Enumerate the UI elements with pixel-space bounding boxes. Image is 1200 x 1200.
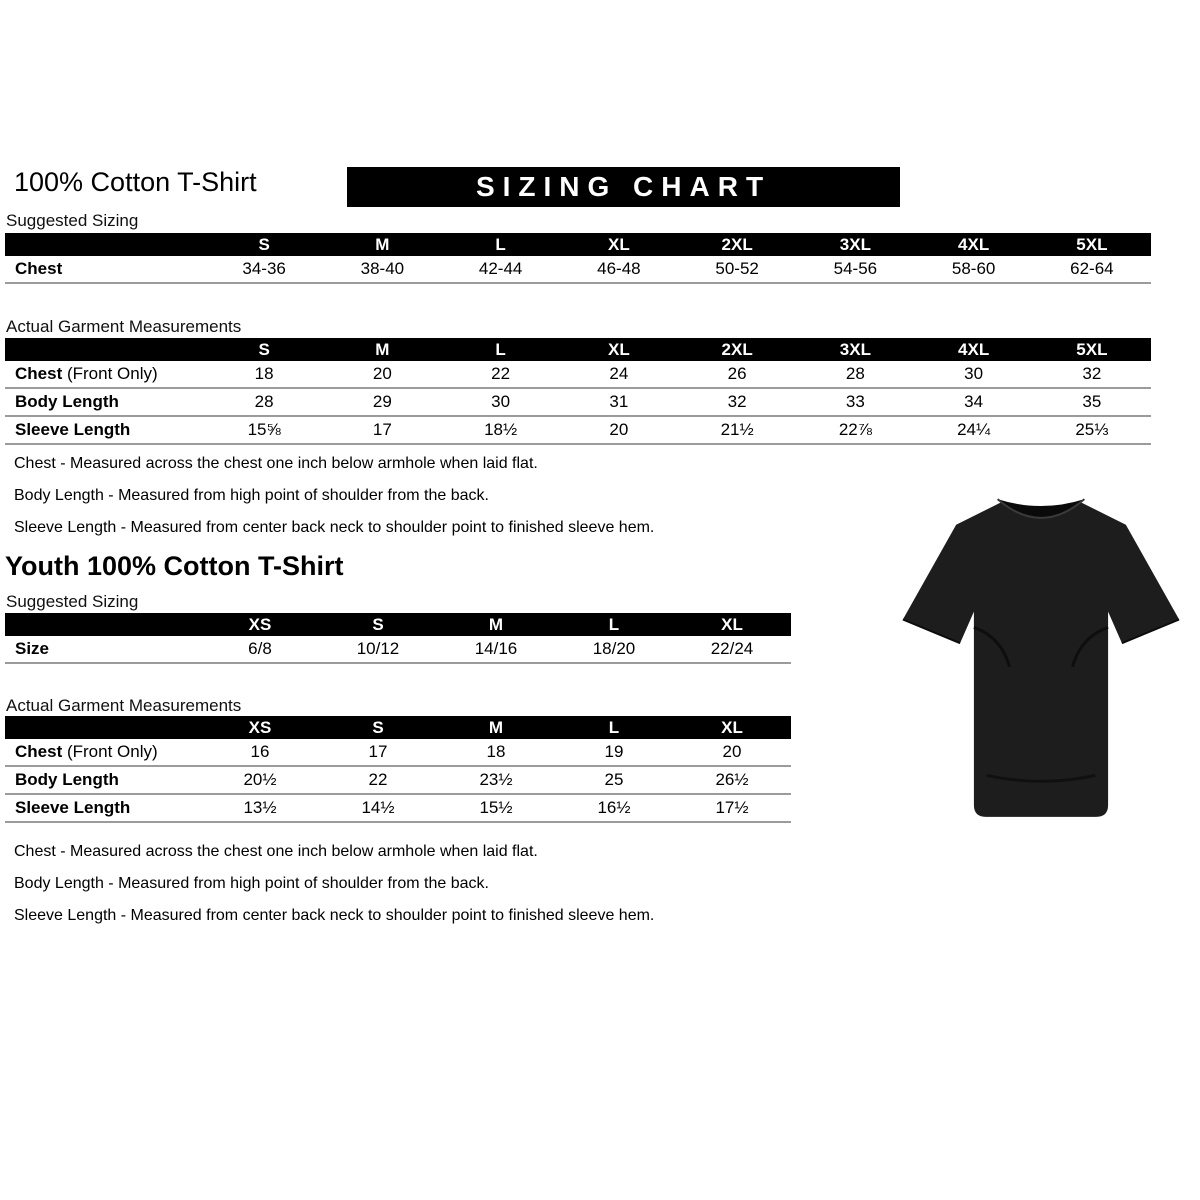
size-value-cell: 17 [323, 416, 441, 444]
size-value-cell: 13½ [201, 794, 319, 822]
adult-suggested-sizing-table [5, 233, 1151, 284]
size-value-cell: 17½ [673, 794, 791, 822]
measurement-row [5, 256, 1151, 283]
size-value-cell: 20½ [201, 766, 319, 794]
measurement-row [5, 636, 791, 663]
size-value-cell: 50-52 [678, 256, 796, 283]
size-column-header: 4XL [915, 338, 1033, 361]
size-header-row [5, 233, 1151, 256]
row-label [5, 794, 201, 822]
size-column-header: L [442, 338, 560, 361]
adult-suggested-sizing-label: Suggested Sizing [6, 211, 139, 230]
youth-page-title: Youth 100% Cotton T-Shirt [5, 551, 344, 581]
size-value-cell: 18½ [442, 416, 560, 444]
size-value-cell: 30 [915, 361, 1033, 388]
size-value-cell: 20 [560, 416, 678, 444]
row-label-text: Size [15, 639, 50, 658]
size-value-cell: 16 [201, 739, 319, 766]
size-column-header: XS [201, 716, 319, 739]
size-value-cell: 15⅝ [205, 416, 323, 444]
size-value-cell: 14½ [319, 794, 437, 822]
size-value-cell: 35 [1033, 388, 1151, 416]
size-value-cell: 34 [915, 388, 1033, 416]
adult-garment-measurements-table [5, 338, 1151, 445]
size-column-header: XL [560, 338, 678, 361]
youth-garment-measurements-label: Actual Garment Measurements [6, 696, 242, 715]
row-label [5, 256, 205, 283]
size-column-header: XL [673, 716, 791, 739]
size-value-cell: 26 [678, 361, 796, 388]
size-value-cell: 54-56 [796, 256, 914, 283]
row-label-text: Body Length [15, 770, 119, 789]
size-value-cell: 24 [560, 361, 678, 388]
row-label [5, 739, 201, 766]
size-column-header: 5XL [1033, 338, 1151, 361]
header-corner-cell [5, 338, 205, 361]
size-value-cell: 18 [437, 739, 555, 766]
measurement-row [5, 766, 791, 794]
size-value-cell: 22⅞ [796, 416, 914, 444]
size-value-cell: 20 [673, 739, 791, 766]
size-value-cell: 25 [555, 766, 673, 794]
size-value-cell: 42-44 [442, 256, 560, 283]
size-value-cell: 32 [678, 388, 796, 416]
header-corner-cell [5, 716, 201, 739]
size-column-header: S [319, 613, 437, 636]
size-value-cell: 18/20 [555, 636, 673, 663]
size-column-header: 3XL [796, 338, 914, 361]
size-value-cell: 28 [796, 361, 914, 388]
size-value-cell: 10/12 [319, 636, 437, 663]
size-header-row [5, 338, 1151, 361]
row-label-text: Sleeve Length [15, 420, 131, 439]
row-label [5, 766, 201, 794]
size-value-cell: 6/8 [201, 636, 319, 663]
row-label-suffix: (Front Only) [62, 742, 158, 761]
size-value-cell: 21½ [678, 416, 796, 444]
size-column-header: 4XL [915, 233, 1033, 256]
size-column-header: XS [201, 613, 319, 636]
row-label-suffix: (Front Only) [62, 364, 158, 383]
size-value-cell: 17 [319, 739, 437, 766]
note-body-length: Body Length - Measured from high point of shoulder from the back. [14, 487, 489, 504]
size-value-cell: 19 [555, 739, 673, 766]
youth-suggested-sizing-label: Suggested Sizing [6, 592, 139, 611]
size-value-cell: 24¼ [915, 416, 1033, 444]
black-tshirt-image [893, 478, 1189, 836]
size-value-cell: 22 [442, 361, 560, 388]
size-value-cell: 14/16 [437, 636, 555, 663]
size-column-header: M [437, 613, 555, 636]
size-column-header: M [323, 233, 441, 256]
row-label-text: Sleeve Length [15, 798, 131, 817]
size-value-cell: 32 [1033, 361, 1151, 388]
size-column-header: M [323, 338, 441, 361]
note-chest: Chest - Measured across the chest one inch below armhole when laid flat. [14, 843, 538, 860]
size-value-cell: 15½ [437, 794, 555, 822]
size-value-cell: 62-64 [1033, 256, 1151, 283]
size-value-cell: 38-40 [323, 256, 441, 283]
size-column-header: L [555, 716, 673, 739]
sizing-chart-banner: SIZING CHART [347, 167, 900, 207]
measurement-row [5, 416, 1151, 444]
size-header-row [5, 716, 791, 739]
size-value-cell: 33 [796, 388, 914, 416]
tshirt-graphic [893, 478, 1189, 836]
youth-suggested-sizing-table [5, 613, 791, 664]
adult-garment-measurements-label: Actual Garment Measurements [6, 317, 242, 336]
size-column-header: S [205, 338, 323, 361]
size-column-header: XL [673, 613, 791, 636]
youth-garment-measurements-table [5, 716, 791, 823]
size-value-cell: 25⅓ [1033, 416, 1151, 444]
note-sleeve-length: Sleeve Length - Measured from center back neck to shoulder point to finished sleeve hem. [14, 907, 655, 924]
size-value-cell: 46-48 [560, 256, 678, 283]
size-column-header: 3XL [796, 233, 914, 256]
size-column-header: 2XL [678, 233, 796, 256]
measurement-row [5, 739, 791, 766]
header-corner-cell [5, 233, 205, 256]
page-title: 100% Cotton T-Shirt [14, 167, 257, 197]
measurement-row [5, 794, 791, 822]
note-body-length: Body Length - Measured from high point of shoulder from the back. [14, 875, 489, 892]
row-label-text: Body Length [15, 392, 119, 411]
row-label [5, 416, 205, 444]
size-value-cell: 31 [560, 388, 678, 416]
size-column-header: L [555, 613, 673, 636]
size-value-cell: 34-36 [205, 256, 323, 283]
row-label-text: Chest [15, 364, 63, 383]
size-value-cell: 22 [319, 766, 437, 794]
size-value-cell: 18 [205, 361, 323, 388]
size-column-header: S [319, 716, 437, 739]
size-value-cell: 20 [323, 361, 441, 388]
size-column-header: S [205, 233, 323, 256]
size-value-cell: 58-60 [915, 256, 1033, 283]
row-label-text: Chest [15, 259, 63, 278]
size-header-row [5, 613, 791, 636]
size-value-cell: 28 [205, 388, 323, 416]
row-label-text: Chest [15, 742, 63, 761]
row-label [5, 361, 205, 388]
size-value-cell: 30 [442, 388, 560, 416]
size-value-cell: 29 [323, 388, 441, 416]
size-column-header: 5XL [1033, 233, 1151, 256]
size-column-header: 2XL [678, 338, 796, 361]
header-corner-cell [5, 613, 201, 636]
size-value-cell: 26½ [673, 766, 791, 794]
adult-measurement-notes [14, 455, 654, 551]
size-value-cell: 22/24 [673, 636, 791, 663]
size-column-header: XL [560, 233, 678, 256]
size-value-cell: 16½ [555, 794, 673, 822]
size-value-cell: 23½ [437, 766, 555, 794]
size-column-header: M [437, 716, 555, 739]
note-sleeve-length: Sleeve Length - Measured from center back neck to shoulder point to finished sleeve hem. [14, 519, 655, 536]
row-label [5, 388, 205, 416]
size-column-header: L [442, 233, 560, 256]
note-chest: Chest - Measured across the chest one inch below armhole when laid flat. [14, 455, 538, 472]
measurement-row [5, 388, 1151, 416]
youth-measurement-notes [14, 843, 654, 939]
row-label [5, 636, 201, 663]
measurement-row [5, 361, 1151, 388]
